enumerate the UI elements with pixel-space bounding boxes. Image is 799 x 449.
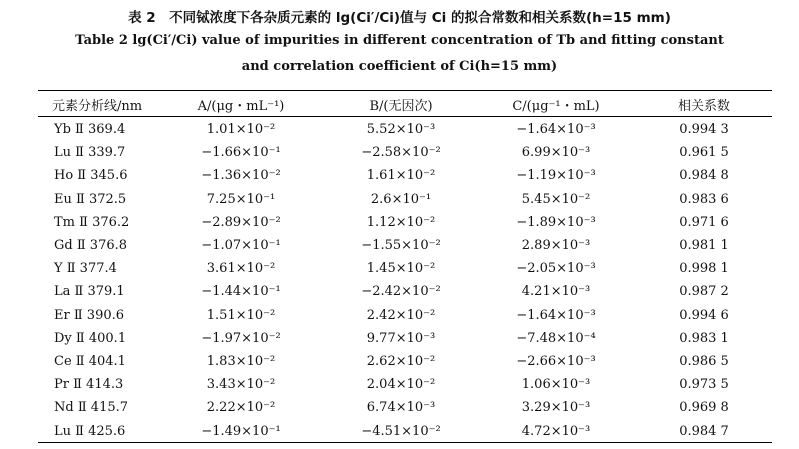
cell-a: −1.66×10⁻¹ [201, 145, 281, 161]
cell-element-line: Ce Ⅱ 404.1 [54, 353, 126, 369]
cell-c: −1.64×10⁻³ [516, 122, 596, 138]
cell-correlation: 0.981 1 [679, 238, 729, 254]
cell-correlation: 0.961 5 [679, 145, 729, 161]
table-row [38, 350, 772, 373]
cell-c: −1.64×10⁻³ [516, 307, 596, 323]
table-row [38, 327, 772, 350]
cell-element-line: Dy Ⅱ 400.1 [54, 330, 127, 346]
cell-a: 3.43×10⁻² [206, 377, 276, 393]
cell-a: −1.07×10⁻¹ [201, 238, 281, 254]
table-header [38, 92, 772, 116]
cell-b: 1.12×10⁻² [366, 214, 436, 230]
cell-b: 2.04×10⁻² [366, 377, 436, 393]
cell-correlation: 0.969 8 [679, 400, 729, 416]
cell-element-line: Er Ⅱ 390.6 [54, 307, 125, 323]
cell-b: 1.61×10⁻² [366, 168, 436, 184]
cell-a: −1.49×10⁻¹ [201, 423, 281, 439]
caption-chinese: 表 2 不同铽浓度下各杂质元素的 lg(Ci′/Ci)值与 Ci 的拟合常数和相关系数(h=15 mm) [128, 10, 671, 26]
table-bottom-rule [38, 442, 772, 443]
cell-a: −1.36×10⁻² [201, 168, 281, 184]
cell-a: 1.83×10⁻² [206, 353, 276, 369]
cell-c: 6.99×10⁻³ [521, 145, 591, 161]
table-row [38, 304, 772, 327]
cell-element-line: Lu Ⅱ 425.6 [54, 423, 126, 439]
cell-c: −1.19×10⁻³ [516, 168, 596, 184]
header-correlation: 相关系数 [677, 98, 730, 114]
cell-c: −2.66×10⁻³ [516, 353, 596, 369]
table-row [38, 188, 772, 211]
cell-b: 6.74×10⁻³ [366, 400, 436, 416]
cell-b: 2.42×10⁻² [366, 307, 436, 323]
cell-element-line: Gd Ⅱ 376.8 [54, 238, 128, 254]
cell-element-line: Y Ⅱ 377.4 [54, 261, 117, 277]
table-row [38, 419, 772, 442]
table-row [38, 257, 772, 280]
cell-correlation: 0.971 6 [679, 214, 729, 230]
cell-b: 5.52×10⁻³ [366, 122, 436, 138]
cell-a: −2.89×10⁻² [201, 214, 281, 230]
cell-b: 9.77×10⁻³ [366, 330, 436, 346]
table-row [38, 211, 772, 234]
cell-a: 3.61×10⁻² [206, 261, 276, 277]
cell-c: 4.21×10⁻³ [521, 284, 591, 300]
cell-b: 1.45×10⁻² [366, 261, 436, 277]
table-row [38, 141, 772, 164]
table-row [38, 164, 772, 187]
caption-english-line-1: Table 2 lg(Ci′/Ci) value of impurities in different concentration of Tb and fitting constant [75, 33, 724, 48]
cell-element-line: La Ⅱ 379.1 [54, 284, 125, 300]
cell-c: 3.29×10⁻³ [521, 400, 591, 416]
cell-correlation: 0.984 8 [679, 168, 729, 184]
cell-correlation: 0.973 5 [679, 377, 729, 393]
cell-c: 4.72×10⁻³ [521, 423, 591, 439]
table-row [38, 373, 772, 396]
table-row [38, 118, 772, 141]
cell-element-line: Ho Ⅱ 345.6 [54, 168, 128, 184]
cell-b: −4.51×10⁻² [361, 423, 441, 439]
cell-b: 2.62×10⁻² [366, 353, 436, 369]
cell-element-line: Yb Ⅱ 369.4 [54, 122, 126, 138]
header-element-line: 元素分析线/nm [51, 98, 143, 114]
cell-a: 1.51×10⁻² [206, 307, 276, 323]
cell-element-line: Pr Ⅱ 414.3 [54, 377, 124, 393]
cell-a: −1.97×10⁻² [201, 330, 281, 346]
cell-c: 5.45×10⁻² [521, 191, 591, 207]
header-a: A/(μg・mL⁻¹) [197, 98, 285, 114]
table-row [38, 280, 772, 303]
cell-correlation: 0.998 1 [679, 261, 729, 277]
cell-correlation: 0.986 5 [679, 353, 729, 369]
cell-correlation: 0.994 6 [679, 307, 729, 323]
cell-a: 2.22×10⁻² [206, 400, 276, 416]
cell-b: 2.6×10⁻¹ [370, 191, 432, 207]
cell-c: −7.48×10⁻⁴ [516, 330, 596, 346]
cell-a: −1.44×10⁻¹ [201, 284, 281, 300]
cell-element-line: Lu Ⅱ 339.7 [54, 145, 126, 161]
cell-correlation: 0.994 3 [679, 122, 729, 138]
cell-correlation: 0.983 1 [679, 330, 729, 346]
table-header-rule [38, 116, 772, 117]
header-b: B/(无因次) [369, 98, 433, 114]
cell-correlation: 0.984 7 [679, 423, 729, 439]
cell-element-line: Eu Ⅱ 372.5 [54, 191, 127, 207]
cell-correlation: 0.983 6 [679, 191, 729, 207]
cell-a: 7.25×10⁻¹ [206, 191, 276, 207]
cell-c: −1.89×10⁻³ [516, 214, 596, 230]
caption-english-line-2: and correlation coefficient of Ci(h=15 mm) [241, 59, 558, 74]
cell-c: 1.06×10⁻³ [521, 377, 591, 393]
cell-correlation: 0.987 2 [679, 284, 729, 300]
cell-a: 1.01×10⁻² [206, 122, 276, 138]
cell-element-line: Tm Ⅱ 376.2 [54, 214, 130, 230]
table-top-rule [38, 90, 772, 91]
cell-c: 2.89×10⁻³ [521, 238, 591, 254]
cell-c: −2.05×10⁻³ [516, 261, 596, 277]
cell-b: −1.55×10⁻² [361, 238, 441, 254]
header-row [38, 92, 772, 116]
table-row [38, 234, 772, 257]
cell-element-line: Nd Ⅱ 415.7 [54, 400, 129, 416]
table-body [38, 118, 772, 443]
header-c: C/(μg⁻¹・mL) [512, 98, 600, 114]
cell-b: −2.58×10⁻² [361, 145, 441, 161]
table-row [38, 396, 772, 419]
cell-b: −2.42×10⁻² [361, 284, 441, 300]
